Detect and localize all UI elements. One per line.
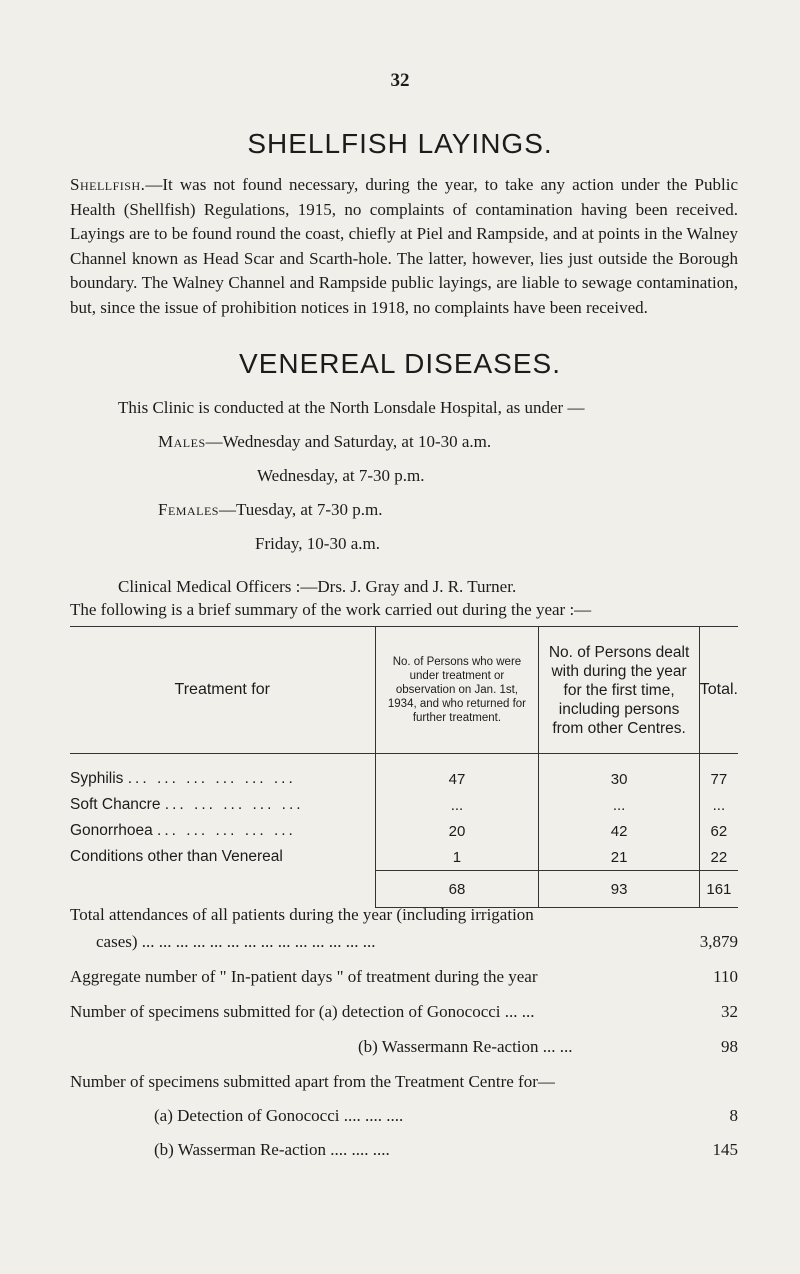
row-label xyxy=(70,818,375,844)
shellfish-lead: Shellfish. xyxy=(70,175,146,194)
females-schedule-2: Friday, 10-30 a.m. xyxy=(255,534,380,553)
stat-row xyxy=(70,1140,738,1166)
cell-first-time: 21 xyxy=(539,844,699,871)
grand-total: 161 xyxy=(699,871,738,908)
header-under-treatment: No. of Persons who were under treatment or observation on Jan. 1st, 1934, and who returned for further treatment. xyxy=(375,627,539,754)
cell-total: 22 xyxy=(699,844,738,871)
males-label: Males xyxy=(158,432,206,451)
row-label-text: Gonorrhoea xyxy=(70,822,153,839)
total-first-time: 93 xyxy=(539,871,699,908)
clinic-intro: This Clinic is conducted at the North Lonsdale Hospital, as under — xyxy=(118,398,585,417)
row-label xyxy=(70,754,375,793)
leader-dots: ... ... ... ... ... xyxy=(157,822,296,839)
stat-row xyxy=(70,932,738,958)
table-row xyxy=(70,754,738,793)
apart-a-text: (a) Detection of Gonococci .... .... .... xyxy=(154,1106,404,1125)
cell-total: 77 xyxy=(699,754,738,793)
males-schedule-2: Wednesday, at 7-30 p.m. xyxy=(257,466,425,485)
shellfish-body: —It was not found necessary, during the year, to take any action under the Public Health (Shellfish) Regulations, 1915, no complaints of contamination having been received. Layings are to be found round the coast, chiefly at Piel and Rampside, and at points in the Walney Channel known as Head Scar and Scarth-hole. The latter, however, lies just outside the Borough boundary. The Walney Channel and Rampside public layings, are liable to sewage contamination, but, since the issue of prohibition notices in 1918, no complaints have been received. xyxy=(70,175,738,317)
row-label-text: Soft Chancre xyxy=(70,796,161,813)
stat-row xyxy=(70,1106,738,1132)
header-treatment: Treatment for xyxy=(70,627,375,754)
shellfish-paragraph xyxy=(70,173,738,321)
cell-first-time: 30 xyxy=(539,754,699,793)
specimens-b-value: 98 xyxy=(721,1037,738,1056)
males-time-1: —Wednesday and Saturday, at 10-30 a.m. xyxy=(205,432,492,451)
stat-row xyxy=(70,967,738,993)
cell-under-treatment: 20 xyxy=(375,818,539,844)
medical-officers: Clinical Medical Officers :—Drs. J. Gray and J. R. Turner. xyxy=(118,577,517,596)
page-number: 32 xyxy=(390,70,410,91)
females-schedule-1 xyxy=(158,500,383,520)
cell-total: 62 xyxy=(699,818,738,844)
table-row xyxy=(70,818,738,844)
attendance-value: 3,879 xyxy=(699,932,738,951)
stat-row xyxy=(70,1037,738,1063)
leader-dots: ... ... ... ... ... xyxy=(164,796,304,813)
specimens-a-text: Number of specimens submitted for (a) detection of Gonococci ... ... xyxy=(70,1002,535,1021)
apart-b-value: 145 xyxy=(712,1140,738,1159)
apart-a-value: 8 xyxy=(729,1106,738,1125)
cell-under-treatment: 1 xyxy=(375,844,539,871)
row-label xyxy=(70,792,375,818)
total-under-treatment: 68 xyxy=(375,871,539,908)
specimens-b-text: (b) Wassermann Re-action ... ... xyxy=(358,1037,573,1056)
table-row xyxy=(70,792,738,818)
females-time-1: —Tuesday, at 7-30 p.m. xyxy=(218,500,383,519)
summary-line: The following is a brief summary of the work carried out during the year :— xyxy=(70,600,592,619)
venereal-heading: VENEREAL DISEASES. xyxy=(239,348,561,379)
header-total: Total. xyxy=(699,627,738,754)
inpatient-value: 110 xyxy=(713,967,738,986)
specimens-a-value: 32 xyxy=(721,1002,738,1021)
attendance-text-cont: cases) ... ... ... ... ... ... ... ... ... ... ... ... ... ... xyxy=(96,932,376,951)
treatment-summary-table xyxy=(70,626,738,908)
stat-row xyxy=(70,1002,738,1028)
cell-under-treatment: ... xyxy=(375,792,539,818)
females-label: Females xyxy=(158,500,219,519)
totals-row xyxy=(70,871,738,908)
leader-dots: ... ... ... ... ... ... xyxy=(127,770,296,787)
cell-total: ... xyxy=(699,792,738,818)
header-first-time: No. of Persons dealt with during the year for the first time, including persons from other Centres. xyxy=(539,627,699,754)
stat-row xyxy=(70,1072,738,1098)
apart-text: Number of specimens submitted apart from the Treatment Centre for— xyxy=(70,1072,555,1091)
table-header-row xyxy=(70,627,738,754)
cell-under-treatment: 47 xyxy=(375,754,539,793)
row-label xyxy=(70,844,375,871)
table-row xyxy=(70,844,738,871)
shellfish-heading: SHELLFISH LAYINGS. xyxy=(247,128,553,159)
males-schedule-1 xyxy=(158,432,491,452)
apart-b-text: (b) Wasserman Re-action .... .... .... xyxy=(154,1140,390,1159)
row-label-text: Syphilis xyxy=(70,770,124,787)
cell-first-time: 42 xyxy=(539,818,699,844)
row-label-text: Conditions other than Venereal xyxy=(70,848,283,866)
stat-row xyxy=(70,905,738,931)
attendance-text: Total attendances of all patients during the year (including irrigation xyxy=(70,905,534,924)
cell-first-time: ... xyxy=(539,792,699,818)
inpatient-text: Aggregate number of " In-patient days " of treatment during the year xyxy=(70,967,538,986)
